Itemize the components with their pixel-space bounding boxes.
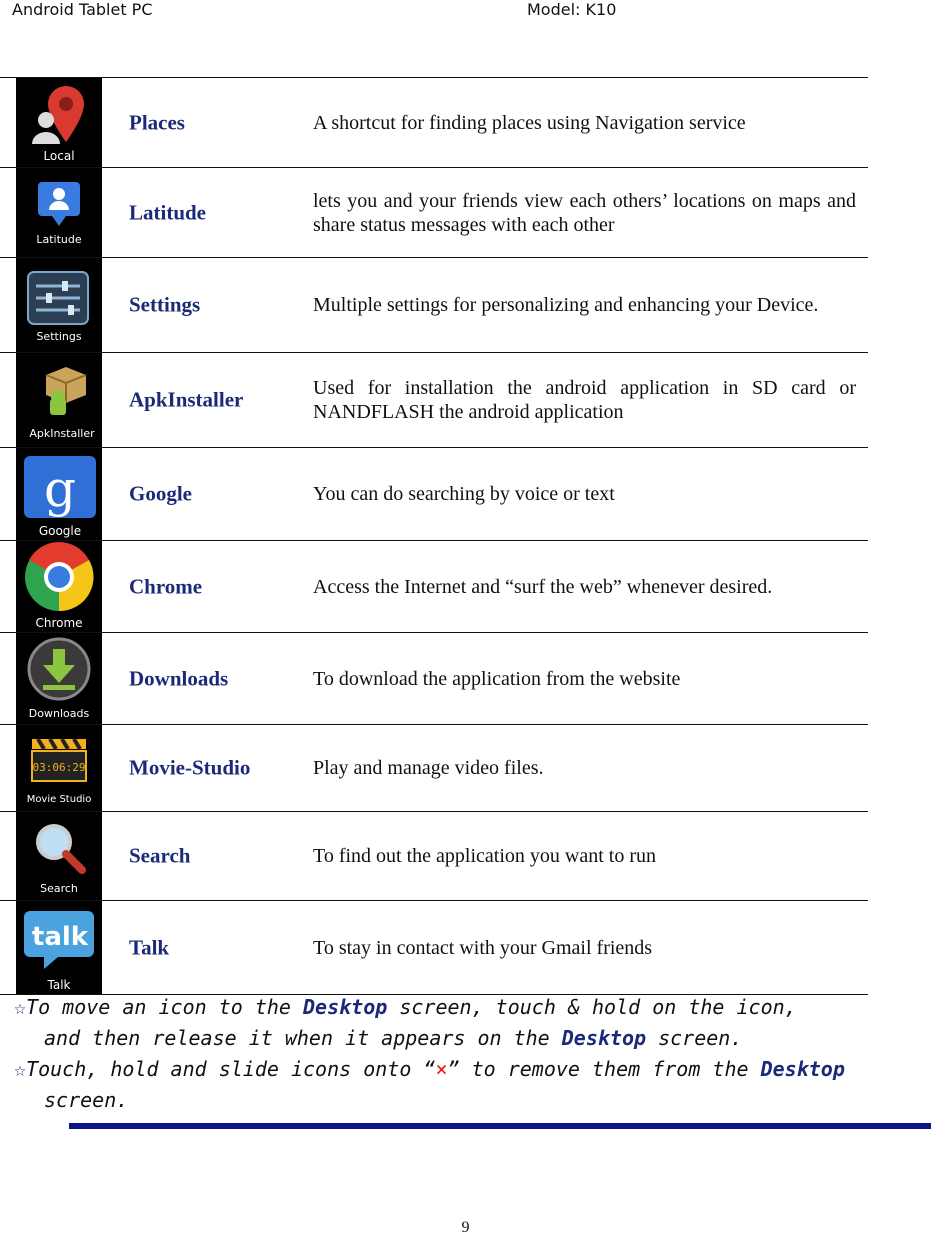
svg-text:Local: Local: [43, 149, 75, 163]
app-description: Multiple settings for personalizing and enhancing your Device.: [313, 294, 819, 316]
svg-text:Movie Studio: Movie Studio: [26, 794, 92, 805]
remove-x-icon: ×: [435, 1057, 448, 1081]
downloads-icon: [16, 633, 102, 724]
app-name: Places: [129, 110, 185, 134]
table-row: [0, 77, 868, 167]
header-model: Model: K10: [527, 0, 617, 19]
page-number: 9: [461, 1219, 470, 1236]
google-icon: [16, 448, 102, 540]
app-name: Search: [129, 843, 191, 868]
svg-text:talk: talk: [31, 922, 89, 952]
app-name: Downloads: [129, 666, 229, 690]
note-move-icon: ☆To move an icon to the Desktop screen, touch & hold on the icon, and then release it when it appears on the Desktop screen.: [14, 995, 797, 1050]
svg-text:g: g: [43, 460, 77, 518]
app-name: Chrome: [129, 574, 203, 598]
table-row: [0, 167, 868, 257]
page-header: [0, 0, 931, 24]
app-name: Settings: [129, 292, 201, 317]
talk-icon: [16, 901, 102, 994]
latitude-icon: [16, 168, 102, 257]
table-row: [0, 447, 868, 540]
app-name: Talk: [129, 935, 170, 959]
app-description: Access the Internet and “surf the web” whenever desired.: [313, 575, 773, 598]
svg-text:Downloads: Downloads: [28, 707, 90, 720]
search-icon: [16, 812, 102, 900]
table-row: [0, 900, 868, 995]
table-row: [0, 632, 868, 724]
note-remove-icon: ☆Touch, hold and slide icons onto “×” to remove them from the Desktop screen.: [14, 1057, 845, 1112]
app-name: Latitude: [129, 200, 207, 224]
star-icon: ☆: [14, 1057, 27, 1081]
app-description: lets you and your friends view each others’ locations on maps and share status messages with each other: [313, 189, 856, 236]
app-description: To download the application from the website: [313, 667, 681, 690]
app-name: ApkInstaller: [129, 387, 244, 412]
apkinstaller-icon: [16, 353, 102, 447]
app-name: Movie-Studio: [129, 755, 251, 780]
local-icon: [16, 78, 102, 167]
app-name: Google: [129, 481, 192, 506]
app-description: You can do searching by voice or text: [313, 483, 615, 505]
svg-text:Google: Google: [38, 524, 82, 538]
usage-notes: [14, 992, 874, 1116]
chrome-icon: [16, 541, 102, 632]
app-description: A shortcut for finding places using Navigation service: [313, 111, 746, 134]
app-description: Used for installation the android application in SD card or NANDFLASH the android application: [313, 377, 856, 423]
table-row: [0, 811, 868, 900]
table-row: [0, 352, 868, 447]
app-description: Play and manage video files.: [313, 757, 544, 779]
settings-icon: [16, 258, 102, 352]
footer-rule: [69, 1123, 931, 1129]
header-product: Android Tablet PC: [12, 0, 153, 19]
table-row: [0, 540, 868, 632]
svg-text:ApkInstaller: ApkInstaller: [29, 427, 95, 440]
svg-text:Talk: Talk: [47, 978, 71, 992]
star-icon: ☆: [14, 995, 27, 1019]
svg-text:Latitude: Latitude: [36, 233, 82, 246]
app-description: To stay in contact with your Gmail friends: [313, 936, 653, 959]
svg-text:Chrome: Chrome: [35, 616, 83, 630]
app-table: [0, 77, 868, 995]
app-description: To find out the application you want to run: [313, 845, 656, 867]
svg-text:Settings: Settings: [36, 330, 82, 343]
table-row: [0, 257, 868, 352]
svg-text:03:06:29: 03:06:29: [32, 761, 86, 774]
table-row: [0, 724, 868, 811]
movie-studio-icon: [16, 725, 102, 811]
svg-text:Search: Search: [40, 882, 78, 895]
